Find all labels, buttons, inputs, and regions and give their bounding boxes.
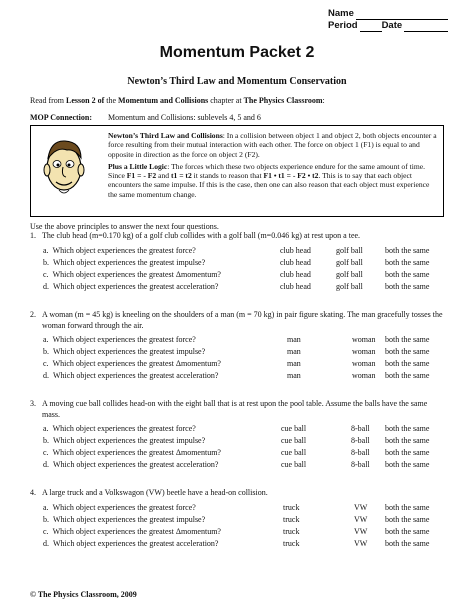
sub-question-letter: c. (43, 526, 49, 536)
logic-text: and (156, 171, 171, 181)
question-1 (30, 231, 446, 293)
answer-choice[interactable]: both the same (385, 371, 430, 380)
logic-text: it stands to reason that (191, 171, 264, 181)
sub-question-letter: d. (43, 460, 49, 469)
answer-choice[interactable]: both the same (385, 448, 430, 457)
sub-question-prompt: Which object experiences the greatest impulse? (53, 347, 206, 356)
answer-choice[interactable]: woman (352, 359, 376, 368)
sub-question-text (43, 435, 205, 447)
mop-connection (30, 113, 261, 122)
question-text: The club head (m=0.170 kg) of a golf club collides with a golf ball (m=0.046 kg) at rest upon a tee. (42, 231, 361, 240)
sub-question-text (43, 346, 205, 358)
answer-choice[interactable]: truck (283, 526, 300, 536)
answer-choice[interactable]: club head (280, 269, 311, 279)
answer-choice[interactable]: cue ball (281, 448, 307, 457)
sub-question-text (43, 257, 205, 269)
sub-question-prompt: Which object experiences the greatest impulse? (53, 257, 206, 267)
site-ref: The Physics Classroom (243, 96, 323, 105)
third-law-heading: Newton’s Third Law and Collisions (108, 131, 223, 140)
sub-question-text (43, 538, 218, 550)
sub-question-prompt: Which object experiences the greatest Δmomentum? (52, 269, 221, 279)
answer-choice[interactable]: both the same (385, 526, 430, 536)
question-text: A moving cue ball collides head-on with the eight ball that is at rest upon the pool table. Assume the balls have the same mass. (42, 399, 428, 419)
third-law-text: : In a collision between object 1 and object 2, both objects encounter a force resulting from their mutual interaction with each other. The force on object 1 (F1) is equal to and opposite in direction as the force on object 2 (F2). (108, 131, 437, 159)
date-blank (404, 21, 448, 32)
answer-choice[interactable]: both the same (385, 424, 430, 433)
sub-question-prompt: Which object experiences the greatest acceleration? (53, 281, 219, 291)
copyright-footer: © The Physics Classroom, 2009 (30, 590, 137, 599)
answer-choice[interactable]: golf ball (336, 257, 363, 267)
name-blank (356, 9, 448, 20)
answer-choice[interactable]: VW (354, 514, 368, 524)
sub-question-text (43, 245, 196, 257)
sub-question-text (43, 269, 221, 281)
sub-question-text (43, 502, 196, 514)
answer-choice[interactable]: man (287, 347, 301, 356)
sub-question-letter: c. (43, 269, 49, 279)
answer-choice[interactable]: truck (283, 514, 300, 524)
sub-question-letter: a. (43, 502, 49, 512)
sub-question-text (43, 447, 221, 459)
sub-question-letter: a. (43, 424, 49, 433)
answer-choice[interactable]: both the same (385, 538, 430, 548)
answer-choice[interactable]: both the same (385, 514, 430, 524)
answer-choice[interactable]: both the same (385, 347, 430, 356)
answer-choice[interactable]: club head (280, 245, 311, 255)
answer-choice[interactable]: cue ball (281, 436, 307, 445)
sub-question-text (43, 423, 196, 435)
answer-choice[interactable]: cue ball (281, 460, 307, 469)
sub-question-letter: d. (43, 371, 49, 380)
answer-choice[interactable]: both the same (385, 257, 430, 267)
sub-question-text (43, 281, 218, 293)
sub-question-text (43, 459, 218, 471)
cartoon-face-icon (39, 134, 89, 200)
read-text: the (104, 96, 119, 105)
sub-question (30, 459, 446, 471)
sub-question (30, 526, 446, 538)
sub-question-text (43, 526, 221, 538)
question-3 (30, 399, 446, 471)
sub-question-prompt: Which object experiences the greatest impulse? (53, 514, 206, 524)
question-prompt (30, 231, 446, 242)
lesson-ref: Lesson 2 of (66, 96, 105, 105)
answer-choice[interactable]: golf ball (336, 245, 363, 255)
answer-choice[interactable]: truck (283, 538, 300, 548)
answer-choice[interactable]: cue ball (281, 424, 307, 433)
sub-question (30, 370, 446, 382)
logic-text: : The forces which these two objects experience endure for the same amount of time. Since (108, 161, 426, 181)
answer-choice[interactable]: club head (280, 281, 311, 291)
question-text: A large truck and a Volkswagon (VW) beetle have a head-on collision. (42, 488, 268, 497)
question-number: 1. (30, 231, 36, 240)
read-text: chapter at (208, 96, 244, 105)
instructions: Use the above principles to answer the next four questions. (30, 222, 219, 231)
sub-question (30, 334, 446, 346)
sub-question-letter: a. (43, 245, 49, 255)
read-text: : (322, 96, 325, 105)
sub-question-prompt: Which object experiences the greatest impulse? (53, 436, 206, 445)
sub-question-text (43, 514, 205, 526)
sub-question (30, 423, 446, 435)
mop-text: Momentum and Collisions: sublevels 4, 5 and 6 (108, 113, 261, 122)
logic-heading: Plus a Little Logic (108, 161, 168, 171)
sub-question-letter: d. (43, 538, 49, 548)
sub-question-prompt: Which object experiences the greatest force? (52, 502, 196, 512)
answer-choice[interactable]: VW (354, 526, 368, 536)
sub-question-text (43, 370, 218, 382)
sub-question-prompt: Which object experiences the greatest Δmomentum? (52, 359, 221, 368)
name-label: Name (328, 8, 354, 19)
period-blank (360, 21, 382, 32)
sub-question-prompt: Which object experiences the greatest force? (52, 245, 196, 255)
sub-question-prompt: Which object experiences the greatest acceleration? (53, 460, 219, 469)
sub-question-prompt: Which object experiences the greatest force? (52, 335, 196, 344)
answer-choice[interactable]: woman (352, 347, 376, 356)
answer-choice[interactable]: golf ball (336, 269, 363, 279)
sub-question-prompt: Which object experiences the greatest Δmomentum? (52, 526, 221, 536)
answer-choice[interactable]: both the same (385, 335, 430, 344)
sub-question (30, 514, 446, 526)
reading-instruction (30, 96, 325, 105)
sub-question-letter: a. (43, 335, 49, 344)
question-number: 4. (30, 488, 36, 497)
sub-question-text (43, 334, 196, 346)
sub-question (30, 435, 446, 447)
sub-question-prompt: Which object experiences the greatest Δmomentum? (52, 448, 221, 457)
sub-question (30, 245, 446, 257)
question-prompt (30, 310, 446, 331)
third-law-paragraph (108, 131, 438, 159)
answer-choice[interactable]: VW (354, 538, 368, 548)
sub-question (30, 269, 446, 281)
sub-question (30, 358, 446, 370)
sub-question (30, 538, 446, 550)
answer-choice[interactable]: both the same (385, 245, 430, 255)
sub-question-letter: c. (43, 359, 49, 368)
page-title: Momentum Packet 2 (159, 44, 315, 61)
force-equation: F1 = - F2 (126, 171, 157, 181)
concept-text (108, 131, 438, 202)
sub-question-letter: b. (43, 514, 49, 524)
answer-choice[interactable]: woman (352, 371, 376, 380)
concept-box (30, 125, 444, 217)
sub-question-prompt: Which object experiences the greatest force? (52, 424, 196, 433)
time-equation: t1 = t2 (170, 171, 192, 181)
sub-question (30, 447, 446, 459)
sub-question-text (43, 358, 221, 370)
answer-choice[interactable]: VW (354, 502, 368, 512)
answer-choice[interactable]: woman (352, 335, 376, 344)
logic-paragraph (108, 162, 438, 199)
answer-choice[interactable]: both the same (385, 460, 430, 469)
question-2 (30, 310, 446, 382)
read-text: Read from (30, 96, 66, 105)
answer-choice[interactable]: both the same (385, 269, 430, 279)
answer-choice[interactable]: man (287, 335, 301, 344)
answer-choice[interactable]: 8-ball (351, 448, 370, 457)
question-prompt (30, 488, 446, 499)
sub-question-letter: b. (43, 257, 49, 267)
answer-choice[interactable]: both the same (385, 359, 430, 368)
sub-question-letter: b. (43, 347, 49, 356)
sub-question (30, 257, 446, 269)
answer-choice[interactable]: club head (280, 257, 311, 267)
answer-choice[interactable]: man (287, 371, 301, 380)
sub-question-letter: c. (43, 448, 49, 457)
mop-label: MOP Connection: (30, 113, 92, 122)
chapter-ref: Momentum and Collisions (118, 96, 209, 105)
period-label: Period (328, 20, 358, 31)
answer-choice[interactable]: golf ball (336, 281, 363, 291)
question-number: 3. (30, 399, 36, 408)
answer-choice[interactable]: both the same (385, 281, 430, 291)
answer-choice[interactable]: 8-ball (351, 460, 370, 469)
sub-question-letter: d. (43, 281, 49, 291)
answer-choice[interactable]: 8-ball (351, 424, 370, 433)
sub-question-letter: b. (43, 436, 49, 445)
sub-question (30, 281, 446, 293)
question-number: 2. (30, 310, 36, 319)
answer-choice[interactable]: both the same (385, 502, 430, 512)
page-subtitle: Newton’s Third Law and Momentum Conservation (127, 76, 347, 87)
answer-choice[interactable]: truck (283, 502, 300, 512)
sub-question (30, 502, 446, 514)
sub-question-prompt: Which object experiences the greatest acceleration? (53, 538, 219, 548)
answer-choice[interactable]: both the same (385, 436, 430, 445)
answer-choice[interactable]: 8-ball (351, 436, 370, 445)
question-text: A woman (m = 45 kg) is kneeling on the shoulders of a man (m = 70 kg) in pair figure skating. The man gracefully tosses the woman forward through the air. (42, 310, 443, 330)
answer-choice[interactable]: man (287, 359, 301, 368)
sub-question-prompt: Which object experiences the greatest acceleration? (53, 371, 219, 380)
impulse-equation: F1 • t1 = - F2 • t2 (263, 171, 319, 181)
date-label: Date (381, 20, 403, 31)
name-period-date-block (328, 8, 448, 32)
question-prompt (30, 399, 446, 420)
sub-question (30, 346, 446, 358)
logic-text: . This is to say that each object encounters the same impulse. If this is the case, then one can also reason that each object must experience the same momentum change. (108, 171, 430, 199)
question-4 (30, 488, 446, 550)
